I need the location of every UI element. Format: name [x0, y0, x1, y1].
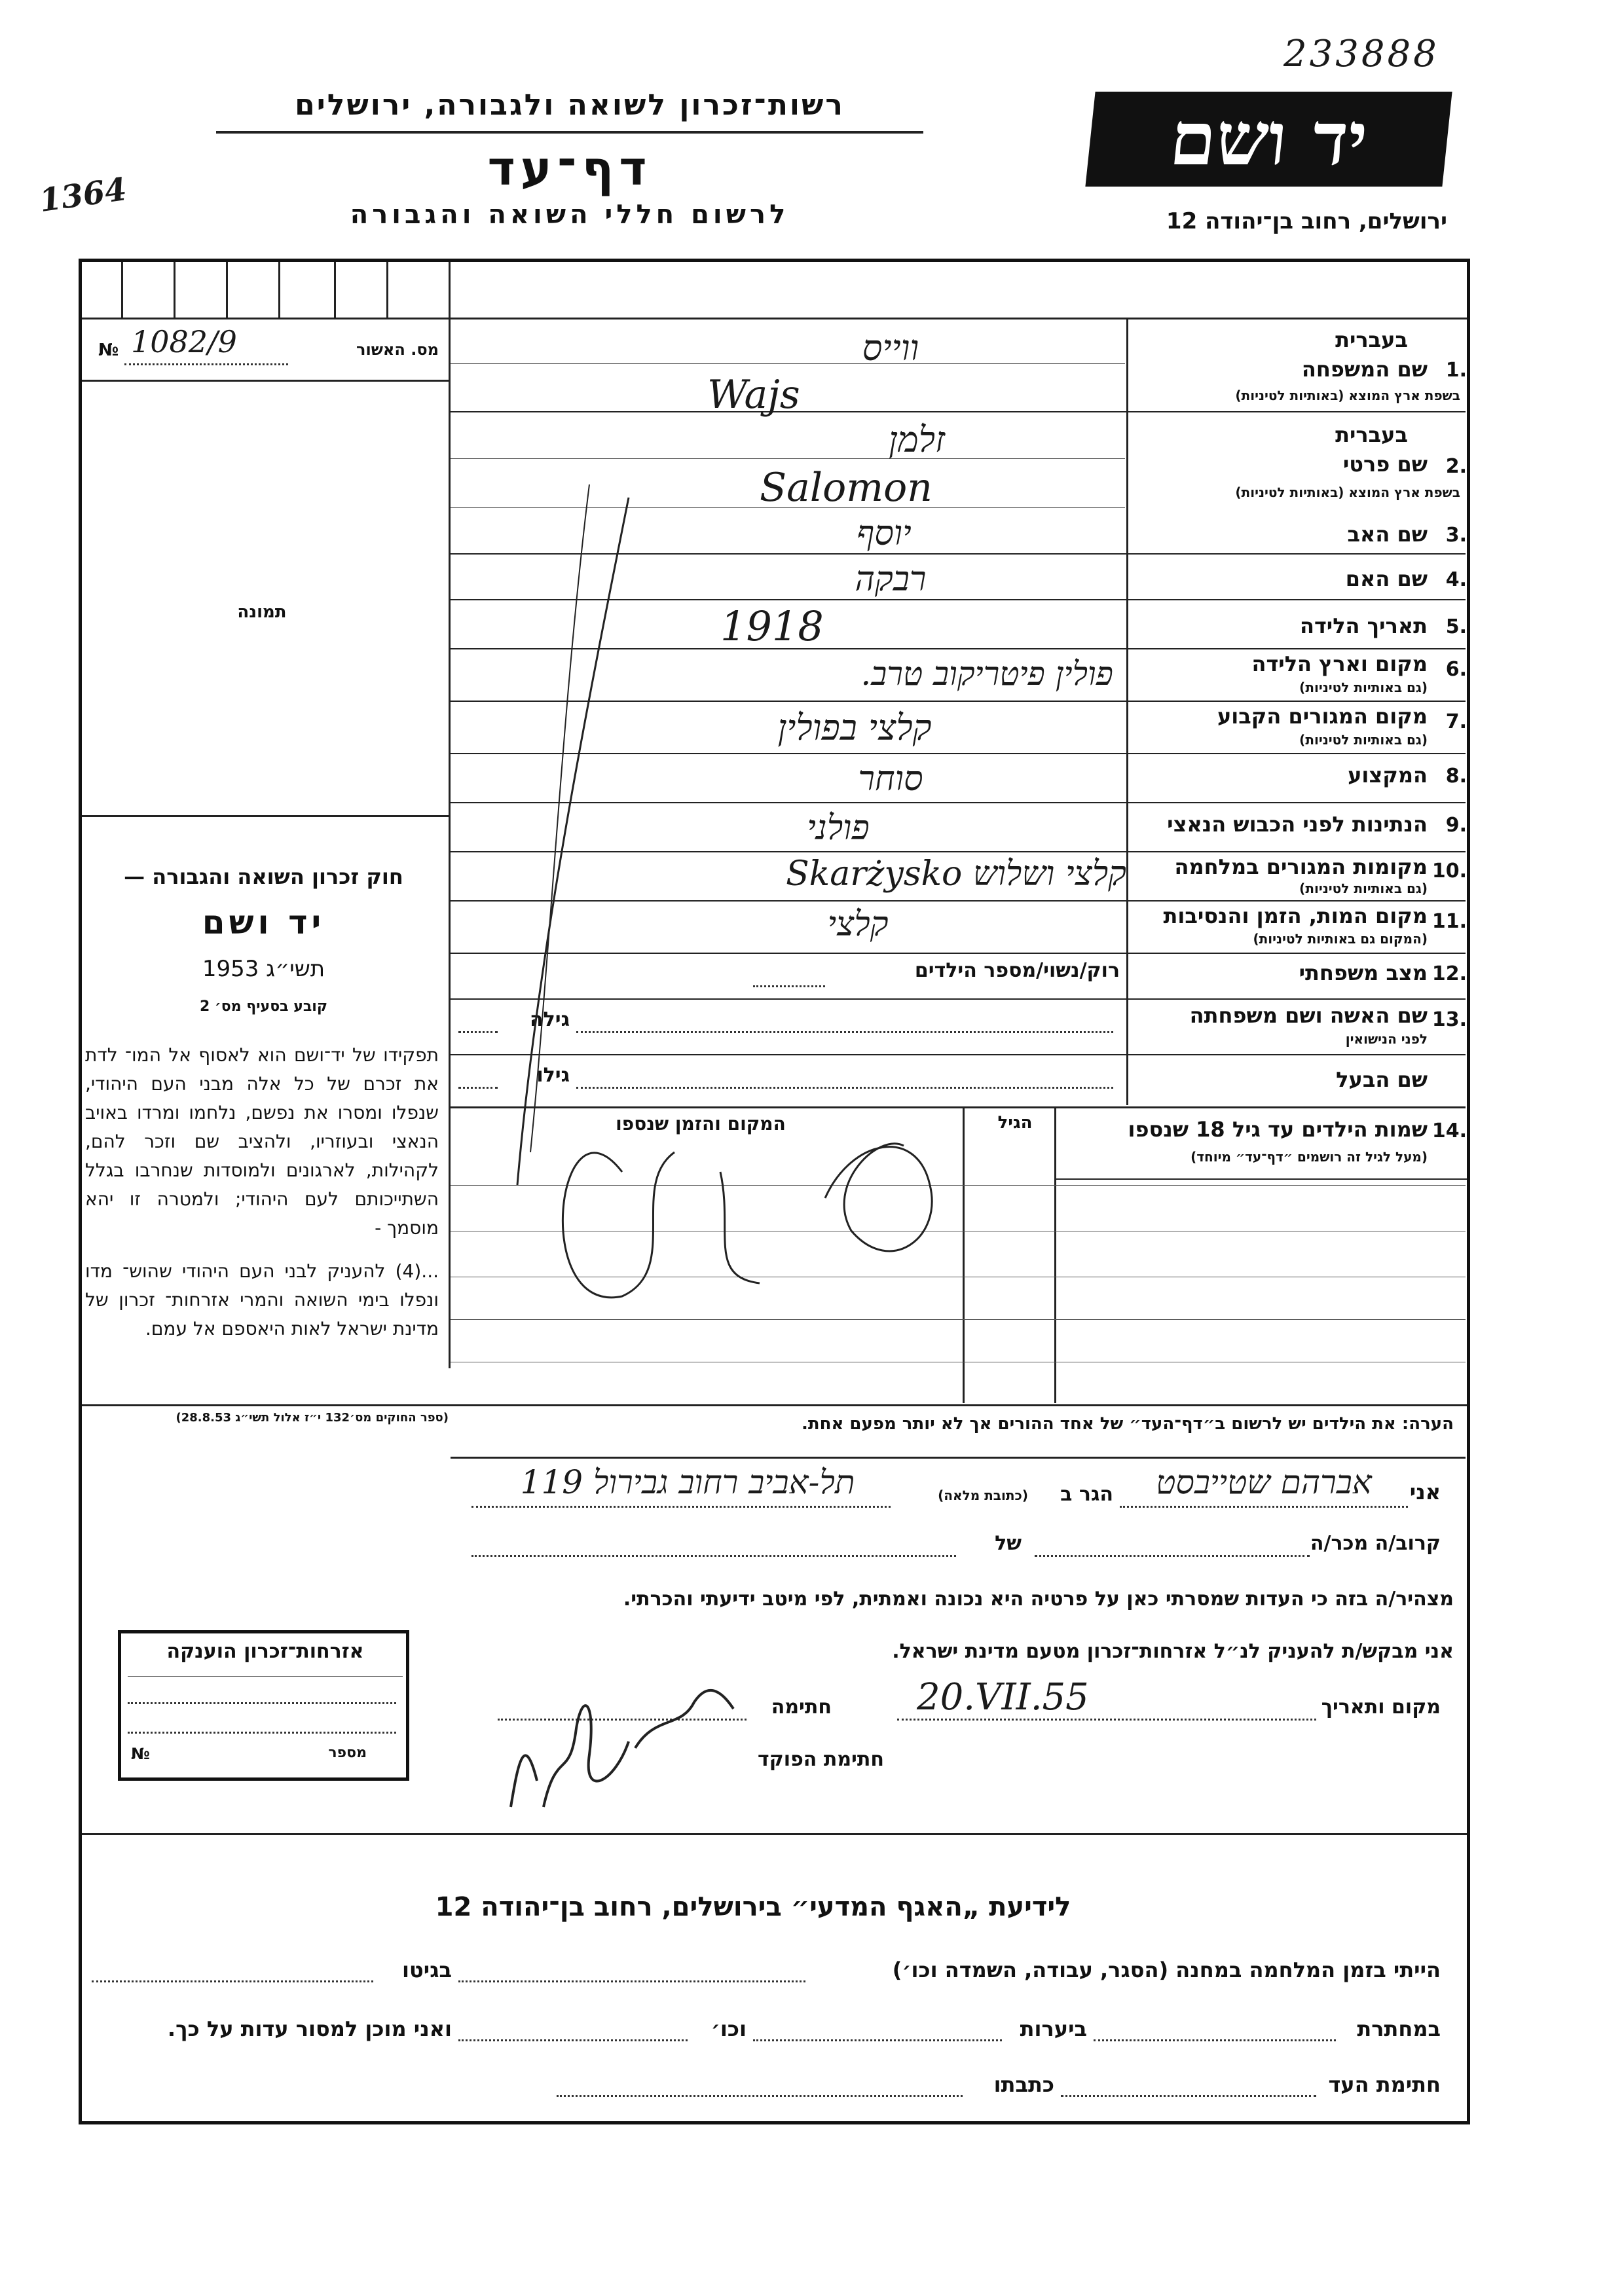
signature-label: חתימה: [771, 1696, 832, 1719]
firstname-heb-value: זלמן: [888, 419, 946, 460]
place-date-value: 20.VII.55: [917, 1676, 1089, 1719]
footer-etc-label: וכו׳: [710, 2016, 747, 2041]
field-4-no: 4.: [1445, 568, 1467, 591]
of-label: של: [995, 1532, 1022, 1555]
declaration-text: מצהיר/ה בזה כי העדות שמסרתי כאן על פרטיה היא נכונה ואמתית, לפי מיטב ידיעתי והכרתי.: [623, 1588, 1454, 1611]
footer-camp-label: הייתי בזמן המלחמה במחנה (הסגר, עבודה, השמדה וכו׳): [892, 1958, 1441, 1982]
husband-age-label: גילו: [536, 1064, 570, 1087]
footer-willing-text: ואני מוכן למסור עדות על כך.: [167, 2016, 452, 2041]
field-12-label: מצב משפחתי: [1299, 960, 1428, 985]
field-6-sub: (גם באותיות לטיניות): [1299, 680, 1428, 695]
field-6-no: 6.: [1445, 658, 1467, 681]
footer-address-label: כתבתו: [993, 2072, 1054, 2097]
field-2-no: 2.: [1445, 455, 1467, 478]
field-12-no: 12.: [1431, 962, 1467, 985]
children-sub: (מעל לגיל זה רושמים ״דף־עד״ מיוחד): [1190, 1149, 1428, 1165]
field-11-label: מקום המות, הזמן והנסיבות: [1163, 903, 1428, 928]
field-5-label: תאריך הלידה: [1299, 613, 1428, 638]
children-col-place: המקום והזמן שנספו: [616, 1113, 786, 1135]
resident-label: הגר ב: [1060, 1483, 1113, 1506]
declarant-name-value: אברהם שטייבסט: [1156, 1463, 1372, 1501]
field-6-label: מקום וארץ הלידה: [1251, 651, 1428, 676]
archive-mark: 1364: [37, 170, 129, 220]
form-title: דף־עד: [487, 141, 652, 196]
field-9-label: הנתינות לפני הכבוש הנאצי: [1167, 812, 1428, 837]
field-8-no: 8.: [1445, 765, 1467, 788]
surname-lat-value: Wajs: [707, 372, 800, 418]
law-title: חוק זכרון השואה והגבורה —: [124, 864, 403, 889]
birthdate-value: 1918: [720, 602, 824, 650]
logo-address: ירושלים, רחוב בן־יהודה 12: [1166, 208, 1447, 234]
field-10-sub: (גם באותיות לטיניות): [1299, 881, 1428, 896]
address-value: תל-אביב רחוב גבירול 119: [520, 1463, 855, 1501]
law-year: תשי״ג 1953: [202, 956, 325, 982]
footer-witness-signature-label: חתימת העד: [1328, 2072, 1441, 2097]
photo-label: תמונה: [237, 602, 287, 622]
citizenship-title: אזרחות־זכרון הוענקה: [166, 1640, 364, 1663]
field-13-no: 13.: [1431, 1008, 1467, 1031]
field-4-label: שם האם: [1345, 566, 1428, 591]
field-11-no: 11.: [1431, 910, 1467, 933]
footer-forests-label: ביערות: [1020, 2016, 1087, 2041]
law-name: יד ושם: [202, 903, 325, 941]
nationality-value: פולני: [807, 809, 870, 848]
field-13-sub: לפני הנישואין: [1345, 1031, 1428, 1047]
field-5-no: 5.: [1445, 615, 1467, 638]
law-body-1: תפקידו של יד־ושם הוא לאסוף אל המו־ לדת את זכרם של כל אלה מבני העם היהודי, שנפלו ומסרו את נפשם, נלחמו ומרדו באויב הנאצי ובעוזריו, ולהציב שם וזכר להם, לקהילות, לארגונים ולמוסדות שנחרבו בגלל השתייכותם לעם היהודי; ולמטרה זו יהא מוסמך -: [85, 1044, 439, 1239]
citizenship-number-label: מספר: [328, 1745, 367, 1761]
logo-text: יד ושם: [1166, 96, 1372, 182]
note-text: הערה: את הילדים יש לרשום ב״דף־העד״ של אחד ההורים אך לא יותר מפעם אחת.: [801, 1414, 1454, 1434]
wife-age-label: גילה: [530, 1008, 570, 1031]
footer-ghetto-label: בגיטו: [402, 1958, 452, 1982]
law-body-2: ...(4) להעניק לבני העם היהודי שהוש־ מדו ונפלו בימי השואה והמרי אזרחות־ זכרון של מדינת ישראל לאות היאספם אל עמם.: [85, 1260, 439, 1339]
field-7-label: מקום המגורים הקבוע: [1217, 704, 1428, 729]
request-text: אני מבקש/ת להעניק לנ״ל אזרחות־זכרון מטעם מדינת ישראל.: [892, 1640, 1454, 1663]
field-10-no: 10.: [1431, 860, 1467, 883]
field-10-label: מקומות המגורים במלחמה: [1174, 854, 1428, 879]
children-label: שמות הילדים עד גיל 18 שנספו: [1128, 1117, 1428, 1142]
law-ref: (ספר החוקים מס׳132 י״ז אלול תשי״ג 28.8.53): [175, 1411, 449, 1425]
field-2-heb: בעברית: [1335, 422, 1408, 447]
law-clause: קובע בסעיף מס׳ 2: [199, 998, 328, 1015]
handwritten-signature: [498, 1650, 747, 1820]
handwritten-scribble: [458, 367, 1113, 1388]
field-7-sub: (גם באותיות לטיניות): [1299, 732, 1428, 748]
children-col-age: הגיל: [997, 1113, 1033, 1133]
approval-label: מס. האשור: [356, 340, 439, 359]
field-11-sub: (המקום גם באותיות לטיניות): [1253, 931, 1428, 947]
relative-label: קרוב/ה מכר/ה: [1310, 1532, 1441, 1555]
declarant-ani: אני: [1409, 1480, 1441, 1504]
field-8-label: המקצוע: [1348, 763, 1428, 788]
field-9-no: 9.: [1445, 814, 1467, 837]
stamp-number: 233888: [1283, 33, 1439, 75]
mother-value: רבקה: [855, 560, 927, 599]
death-place-value: קלצי: [827, 905, 889, 944]
firstname-lat-value: Salomon: [760, 465, 932, 511]
footer-underground-label: במחתרת: [1357, 2016, 1441, 2041]
field-1-label: שם המשפחה: [1301, 357, 1428, 382]
field-1-heb: בעברית: [1335, 327, 1408, 352]
field-3-label: שם האב: [1347, 522, 1428, 547]
family-status-options: רוק/נשוי/מספר הילדים: [914, 959, 1120, 982]
husband-label: שם הבעל: [1336, 1067, 1428, 1092]
field-1-sub: בשפת ארץ המוצא (באותיות לטיניות): [1235, 388, 1460, 403]
field-2-sub: בשפת ארץ המוצא (באותיות לטיניות): [1235, 484, 1460, 500]
residence-value: קלצי בפולין: [777, 707, 932, 748]
footer-title: לידיעת „האגף המדעי״ בירושלים, רחוב בן־יהודה 12: [435, 1892, 1071, 1922]
officer-signature-label: חתימת הפוקד: [758, 1748, 884, 1771]
father-value: יוסף: [857, 514, 912, 553]
place-date-label: מקום ותאריך: [1321, 1696, 1441, 1719]
approval-value: 1082/9: [131, 324, 237, 359]
citizenship-number-sign: №: [131, 1745, 150, 1763]
field-1-no: 1.: [1445, 359, 1467, 382]
authority-name: רשות־זכרון לשואה ולגבורה, ירושלים: [295, 88, 845, 122]
children-no: 14.: [1431, 1120, 1467, 1142]
field-13-label: שם האשה ושם משפחתה: [1189, 1003, 1428, 1028]
form-subtitle: לרשום חללי השואה והגבורה: [350, 200, 790, 230]
profession-value: סוחר: [858, 759, 923, 799]
full-address-note: (כתובת מלאה): [938, 1487, 1028, 1503]
field-2-label: שם פרטי: [1342, 452, 1428, 477]
wartime-residence-value: קלצי ושלוש Skarżysko: [786, 854, 1126, 894]
approval-no-sign: №: [98, 340, 119, 360]
field-7-no: 7.: [1445, 710, 1467, 733]
surname-heb-value: ווייס: [862, 327, 919, 369]
field-3-no: 3.: [1445, 524, 1467, 547]
yad-vashem-logo: [1085, 92, 1452, 187]
birthplace-value: פולין פיטריקוב טרב.: [860, 655, 1113, 693]
